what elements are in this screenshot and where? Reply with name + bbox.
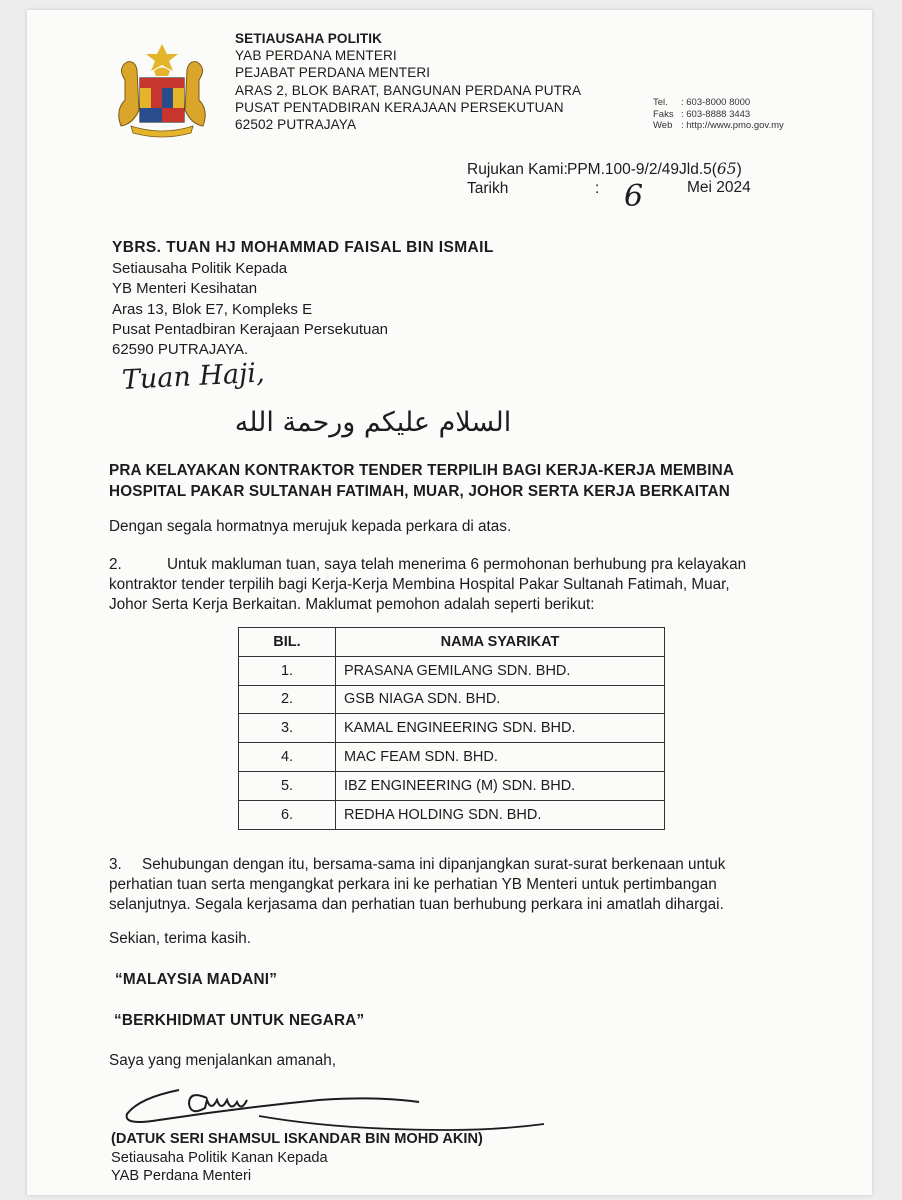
recipient-address [112,238,494,360]
column-header-company-name: NAMA SYARIKAT [336,628,665,657]
signatory-title: Setiausaha Politik Kanan Kepada [111,1149,328,1166]
signatory-title: YAB Perdana Menteri [111,1168,252,1184]
recipient-name: YBRS. TUAN HJ MOHAMMAD FAISAL BIN ISMAIL [112,239,494,256]
row-number: 4. [239,743,336,772]
reference-handwritten-number: 65 [716,160,737,178]
paragraph-2 [109,555,746,615]
paragraph-3-line-1 [109,855,725,875]
slogan-berkhidmat-untuk-negara: “BERKHIDMAT UNTUK NEGARA” [114,1012,365,1029]
recipient-line: Aras 13, Blok E7, Kompleks E [112,300,313,318]
recipient-line: Setiausaha Politik Kepada [112,260,288,278]
arabic-greeting-handwritten: السلام عليكم ورحمة الله [234,407,512,438]
table-row [239,714,665,743]
table-row [239,800,665,829]
subject-line: PRA KELAYAKAN KONTRAKTOR TENDER TERPILIH BAGI KERJA-KERJA MEMBINA [109,462,735,479]
company-name: IBZ ENGINEERING (M) SDN. BHD. [336,771,665,800]
paragraph-2-line-3: Johor Serta Kerja Berkaitan. Maklumat pemohon adalah seperti berikut: [109,596,595,613]
coat-of-arms-emblem [107,40,217,140]
date-day-handwritten: 6 [624,179,644,214]
table-header-row [239,628,665,657]
row-number: 6. [239,800,336,829]
handwritten-salutation: Tuan Haji, [121,357,266,396]
reference-close: ) [736,161,742,178]
company-name: KAMAL ENGINEERING SDN. BHD. [336,714,665,743]
tel-value: : 603-8000 8000 [681,97,751,108]
letter-page [27,10,872,1195]
recipient-line: 62590 PUTRAJAYA. [112,341,249,359]
date-month-year: Mei 2024 [687,179,751,196]
contact-fax [653,109,784,121]
handwritten-signature [119,1060,549,1140]
signatory-name: (DATUK SERI SHAMSUL ISKANDAR BIN MOHD AKIN) [111,1131,483,1147]
slogan-malaysia-madani: “MALAYSIA MADANI” [115,971,278,988]
column-header-bil: BIL. [239,628,336,657]
row-number: 1. [239,656,336,685]
tel-label: Tel. [653,97,668,108]
letterhead-line: PEJABAT PERDANA MENTERI [235,65,431,81]
paragraph-2-line-1 [109,555,746,575]
letterhead-line: PUSAT PENTADBIRAN KERAJAAN PERSEKUTUAN [235,99,564,115]
letterhead-line: YAB PERDANA MENTERI [235,48,397,64]
row-number: 5. [239,771,336,800]
row-number: 2. [239,685,336,714]
table-row [239,685,665,714]
contact-tel [653,97,784,109]
letterhead-line: 62502 PUTRAJAYA [235,117,357,133]
reference-row [467,159,742,179]
reference-number: PPM.100-9/2/49Jld.5( [567,161,717,178]
sign-off-line: Saya yang menjalankan amanah, [109,1052,337,1069]
subject-line: HOSPITAL PAKAR SULTANAH FATIMAH, MUAR, JOHOR SERTA KERJA BERKAITAN [109,483,730,500]
letterhead-office-address [235,30,581,133]
paragraph-1: Dengan segala hormatnya merujuk kepada perkara di atas. [109,518,512,535]
paragraph-number: 3. [109,856,122,873]
date-separator: : [595,180,600,197]
table-row [239,771,665,800]
letterhead-line: ARAS 2, BLOK BARAT, BANGUNAN PERDANA PUTRA [235,82,582,98]
letterhead-contact [653,97,784,132]
paragraph-number: 2. [109,556,122,573]
reference-label: Rujukan Kami: [467,161,568,178]
fax-label: Faks [653,108,674,120]
table-row [239,743,665,772]
web-value: : http://www.pmo.gov.my [681,120,784,132]
contact-web [653,120,784,132]
paragraph-3-line-3: selanjutnya. Segala kerjasama dan perhatian tuan berhubung perkara ini amatlah dihargai. [109,896,724,913]
paragraph-3-line-2: perhatian tuan serta mengangkat perkara ini ke perhatian YB Menteri untuk pertimbangan [109,876,717,893]
recipient-line: YB Menteri Kesihatan [112,280,258,298]
table-row [239,656,665,685]
company-name: GSB NIAGA SDN. BHD. [336,685,665,714]
web-label: Web [653,120,673,132]
company-name: REDHA HOLDING SDN. BHD. [336,800,665,829]
closing-remark: Sekian, terima kasih. [109,930,251,947]
signatory-block [111,1130,483,1186]
fax-value: : 603-8888 3443 [681,108,751,120]
letter-subject [109,460,734,502]
company-name: MAC FEAM SDN. BHD. [336,743,665,772]
paragraph-text: Sehubungan dengan itu, bersama-sama ini dipanjangkan surat-surat berkenaan untuk [142,856,726,873]
paragraph-text: Untuk makluman tuan, saya telah menerima 6 permohonan berhubung pra kelayakan [167,556,747,573]
paragraph-3 [109,855,725,915]
letterhead-line: SETIAUSAHA POLITIK [235,31,383,46]
paragraph-2-line-2: kontraktor tender terpilih bagi Kerja-Kerja Membina Hospital Pakar Sultanah Fatimah, Muar, [109,576,730,593]
applicant-companies-table [238,627,665,830]
row-number: 3. [239,714,336,743]
date-label: Tarikh [467,180,509,197]
recipient-line: Pusat Pentadbiran Kerajaan Persekutuan [112,320,389,338]
company-name: PRASANA GEMILANG SDN. BHD. [336,656,665,685]
